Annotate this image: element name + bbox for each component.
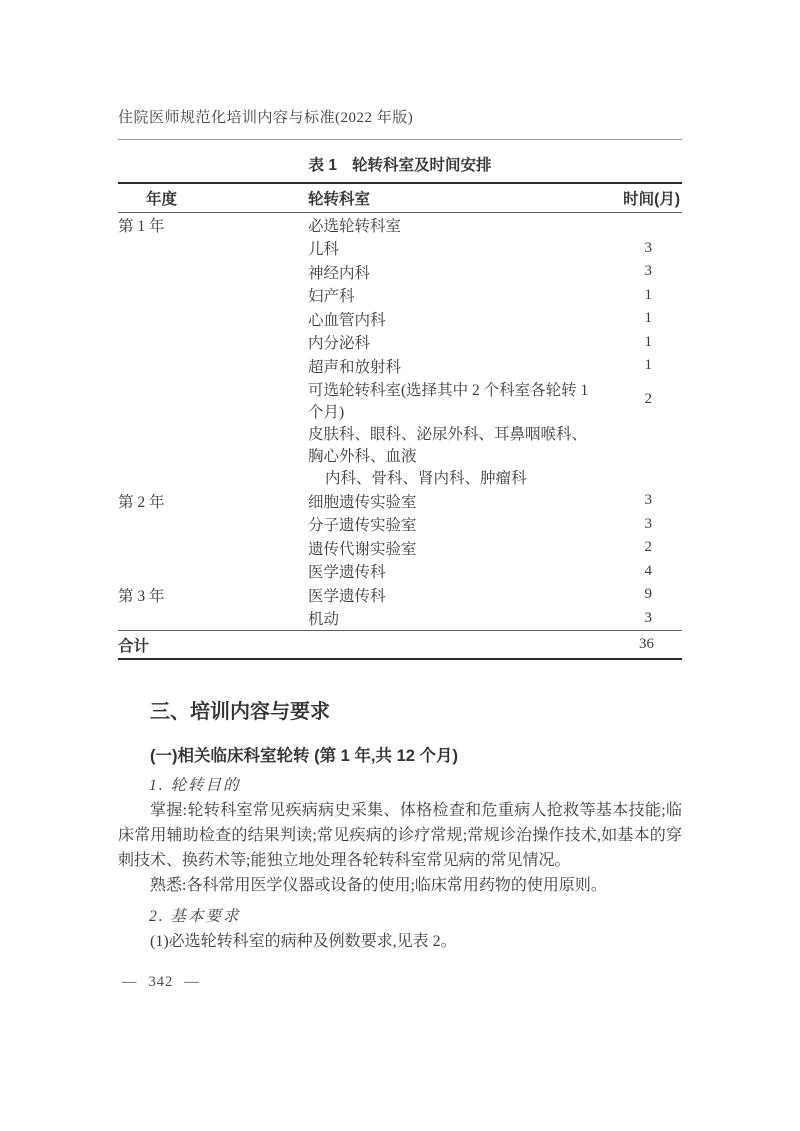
cell-department: 皮肤科、眼科、泌尿外科、耳鼻咽喉科、胸心外科、血液 [308,425,588,465]
cell-department: 心血管内科 [308,311,386,329]
cell-department: 内分泌科 [308,335,371,353]
cell-months [592,213,682,237]
table-row [118,422,682,466]
table-row [118,513,682,537]
cell-year [118,354,308,378]
cell-year [118,607,308,631]
table-row [118,489,682,513]
cell-department: 妇产科 [308,288,355,306]
cell-year [118,422,308,466]
rotation-table-body [118,213,682,631]
running-header [118,106,682,140]
cell-department: 机动 [308,611,340,629]
footer-dash-right: — [184,974,200,990]
section-heading: 三、培训内容与要求 [150,701,330,723]
total-label: 合计 [118,631,592,660]
cell-months: 3 [644,609,652,626]
cell-department: 遗传代谢实验室 [308,540,417,558]
cell-year [118,560,308,584]
cell-year [118,378,308,422]
item2-title: 2. 基本要求 [149,907,241,925]
table-caption [118,153,682,175]
paragraph-requirement1: (1)必选轮转科室的病种及例数要求,见表 2。 [150,932,457,950]
table-row [118,378,682,422]
cell-year [118,536,308,560]
cell-months: 1 [644,310,652,327]
page-footer [122,974,200,991]
column-header-year: 年度 [118,183,308,213]
cell-year [118,331,308,355]
cell-months: 3 [644,515,652,532]
table-row [118,583,682,607]
table-total-row [118,631,682,660]
rotation-table [118,182,682,660]
cell-department: 可选轮转科室(选择其中 2 个科室各轮转 1 个月) [308,381,589,421]
cell-months: 3 [644,492,652,509]
cell-year [118,260,308,284]
column-header-months: 时间(月) [592,183,682,213]
cell-months: 3 [644,239,652,256]
cell-months: 1 [644,286,652,303]
cell-year [118,466,308,490]
cell-year [118,513,308,537]
table-row [118,307,682,331]
cell-year: 第 2 年 [118,493,165,511]
cell-department: 内科、骨科、肾内科、肿瘤科 [325,470,527,488]
cell-department: 超声和放射科 [308,358,402,376]
table-row [118,354,682,378]
cell-months: 1 [644,333,652,350]
cell-department: 医学遗传科 [308,587,386,605]
item1-title: 1. 轮转目的 [149,776,241,794]
table-row [118,260,682,284]
cell-months: 4 [644,562,652,579]
cell-year [118,307,308,331]
cell-months: 9 [644,586,652,603]
page-number: 342 [148,974,174,990]
cell-year: 第 1 年 [118,217,165,235]
cell-department: 分子遗传实验室 [308,517,417,535]
cell-department: 医学遗传科 [308,564,386,582]
cell-months: 2 [644,391,652,407]
paragraph-master: 掌握:轮转科室常见疾病病史采集、体格检查和危重病人抢救等基本技能;临床常用辅助检查的结果判读;常见疾病的诊疗常规;常规诊治操作技术,如基本的穿刺技术、换药术等;能独立地处理各轮转科室常见病的常见情况。 [118,801,682,869]
total-value: 36 [592,631,682,660]
table-row [118,466,682,490]
table-header-row [118,183,682,213]
cell-department: 儿科 [308,241,340,259]
cell-department: 细胞遗传实验室 [308,493,417,511]
cell-year [118,284,308,308]
column-header-department: 轮转科室 [308,183,592,213]
footer-dash-left: — [122,974,138,990]
paragraph-familiar: 熟悉:各科常用医学仪器或设备的使用;临床常用药物的使用原则。 [150,876,607,894]
subsection-heading: (一)相关临床科室轮转 (第 1 年,共 12 个月) [150,747,459,765]
table-row [118,607,682,631]
running-header-text: 住院医师规范化培训内容与标准(2022 年版) [118,110,414,126]
cell-months: 2 [644,539,652,556]
cell-year: 第 3 年 [118,587,165,605]
cell-department: 必选轮转科室 [308,217,402,235]
table-caption-label: 表 1 [308,157,337,174]
cell-year [118,237,308,261]
table-row [118,560,682,584]
cell-months [592,422,682,466]
cell-months [592,466,682,490]
table-row [118,237,682,261]
table-row [118,536,682,560]
table-row [118,284,682,308]
cell-department: 神经内科 [308,264,371,282]
table-caption-title: 轮转科室及时间安排 [351,157,492,174]
table-row [118,331,682,355]
cell-months: 1 [644,357,652,374]
cell-months: 3 [644,263,652,280]
table-row [118,213,682,237]
